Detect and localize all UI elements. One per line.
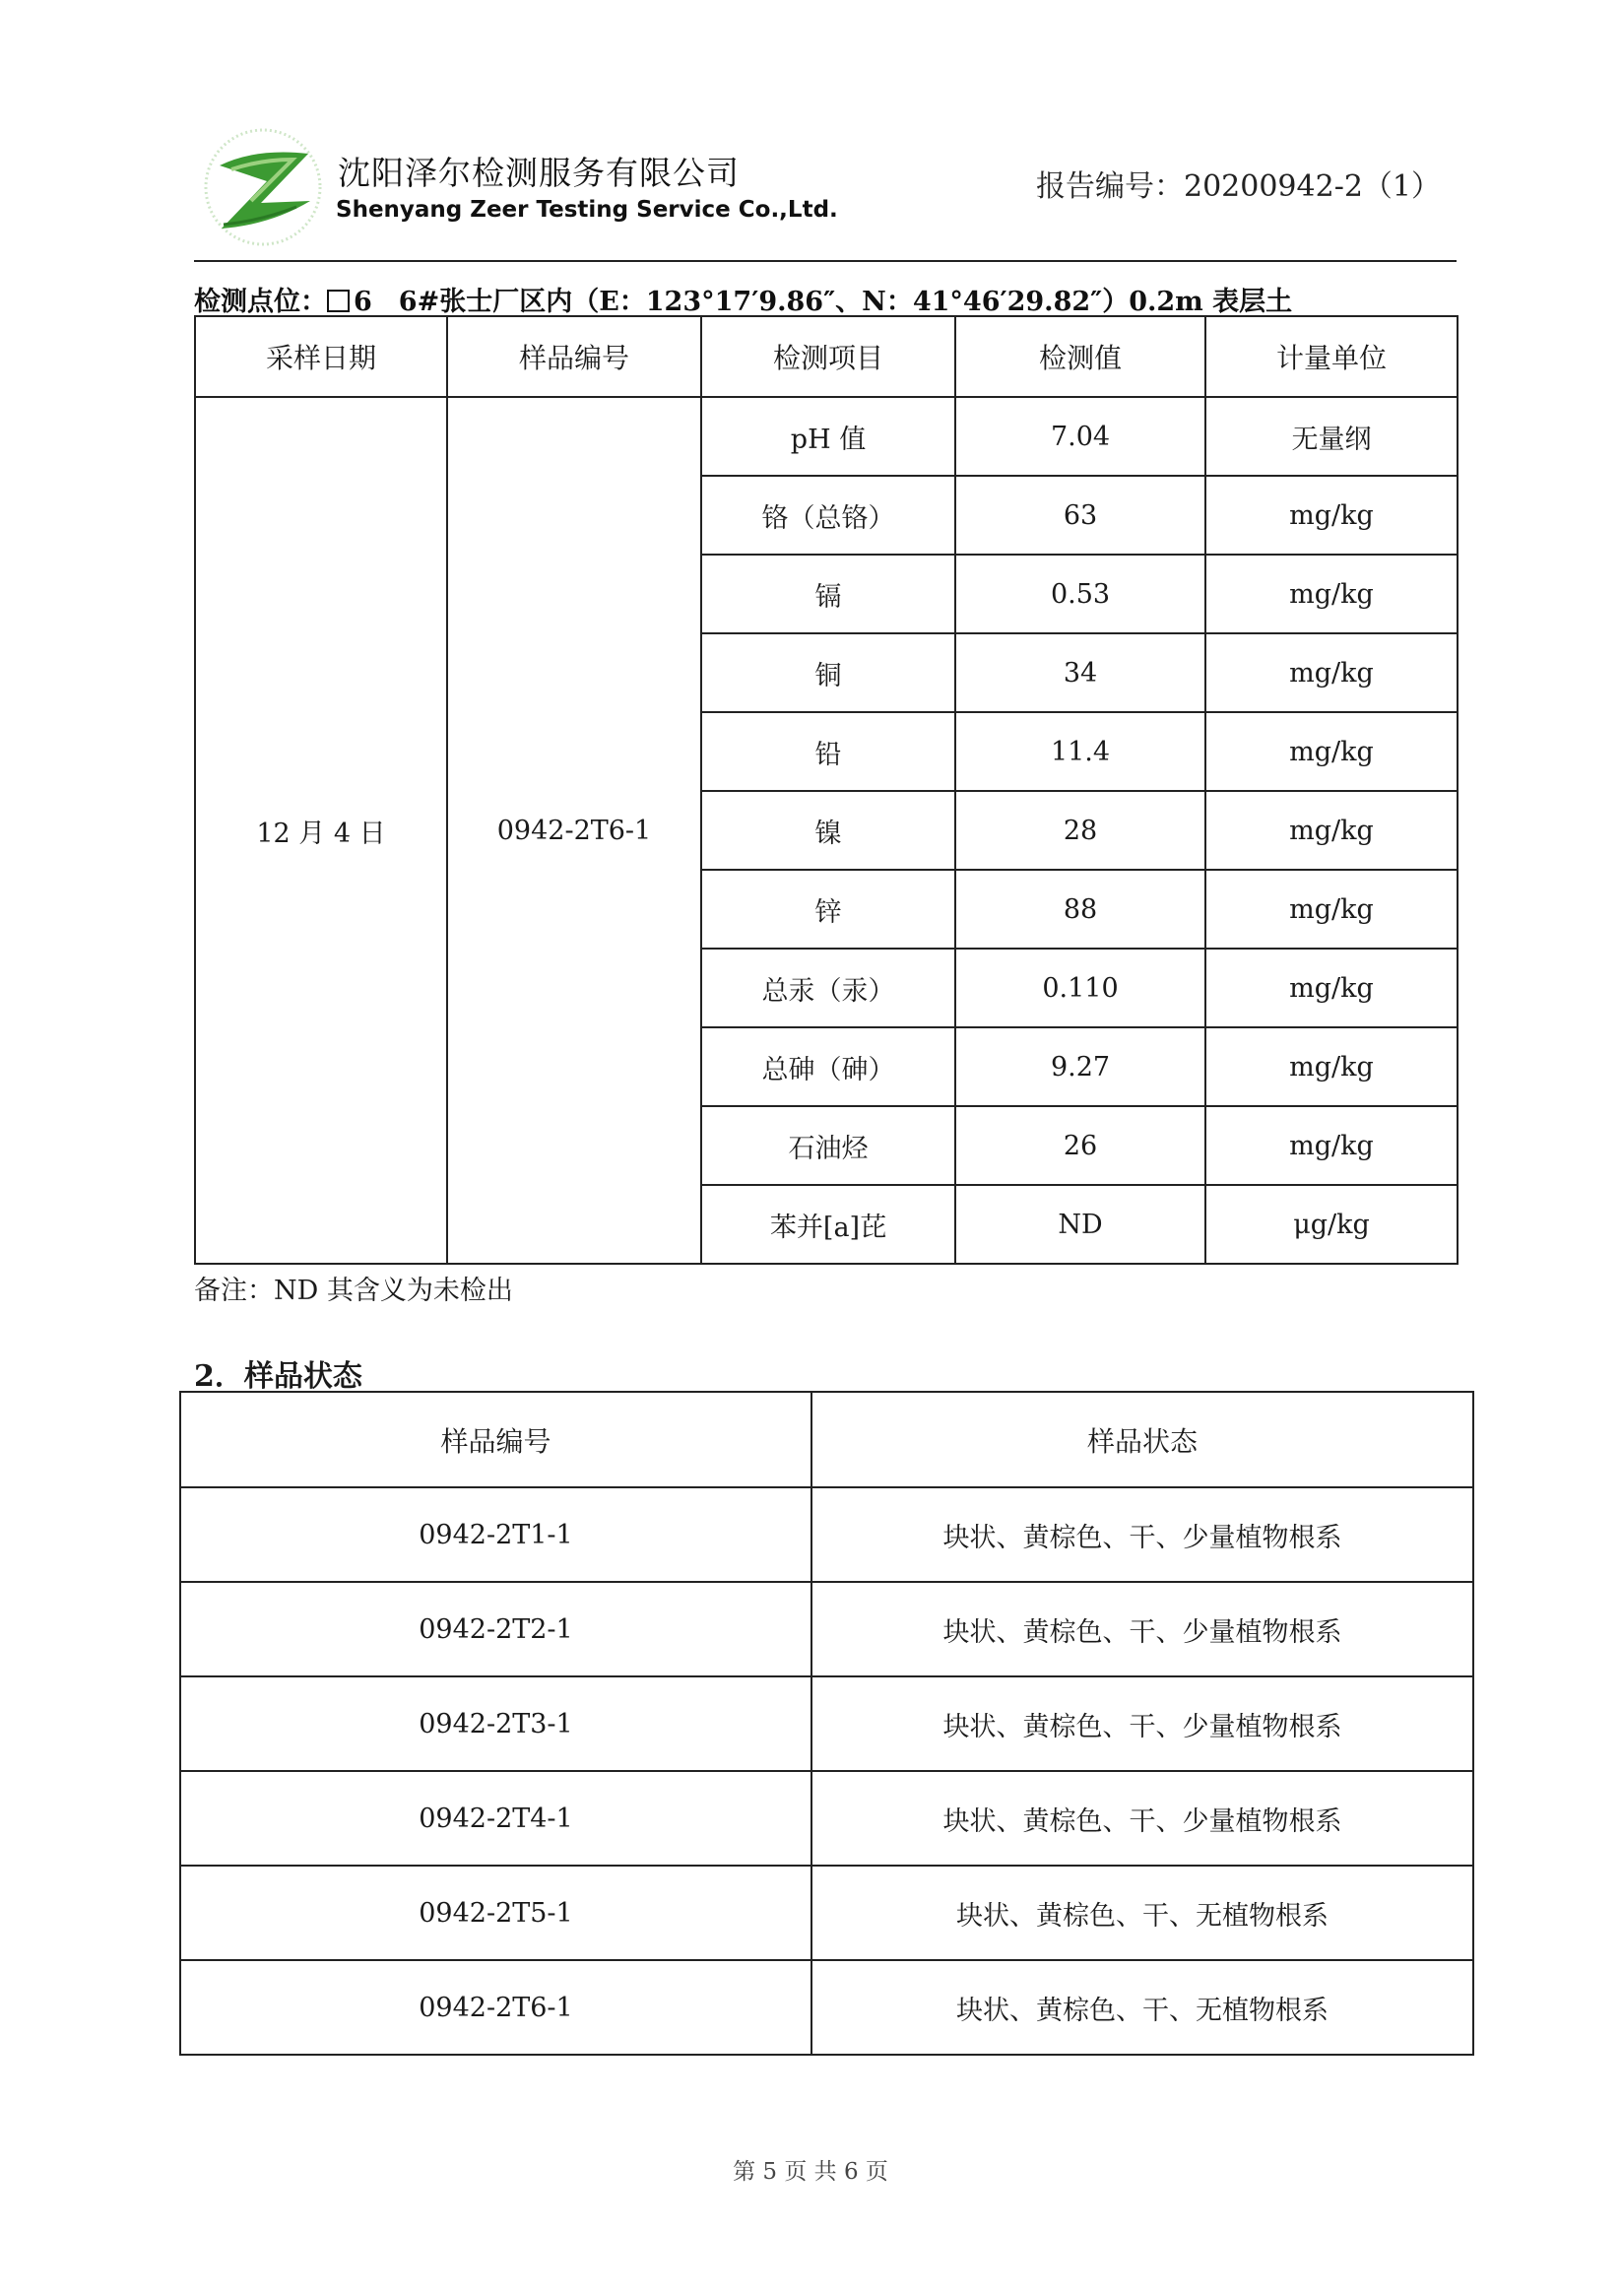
results-table	[194, 315, 1459, 1265]
sample-status: 块状、黄棕色、干、无植物根系	[811, 1960, 1473, 2055]
report-number: 报告编号：20200942-2（1）	[1036, 169, 1442, 204]
location-label: 检测点位：	[194, 287, 327, 317]
test-unit: mg/kg	[1205, 791, 1458, 870]
table-row	[180, 1866, 1473, 1960]
sample-id: 0942-2T4-1	[180, 1771, 811, 1866]
location-text: 6 6#张士厂区内（E：123°17′9.86″、N：41°46′29.82″）0.2m 表层土	[354, 287, 1293, 317]
table-note: 备注：ND 其含义为未检出	[194, 1276, 513, 1306]
test-unit: mg/kg	[1205, 476, 1458, 555]
test-value: 63	[955, 476, 1205, 555]
test-unit: μg/kg	[1205, 1185, 1458, 1264]
test-value: ND	[955, 1185, 1205, 1264]
checkbox-icon	[327, 290, 350, 312]
test-value: 11.4	[955, 712, 1205, 791]
test-item: 石油烃	[701, 1106, 955, 1185]
table-row	[180, 1487, 1473, 1582]
sample-status: 块状、黄棕色、干、少量植物根系	[811, 1487, 1473, 1582]
section-title-sample-status: 2．样品状态	[194, 1359, 362, 1394]
sample-id: 0942-2T6-1	[180, 1960, 811, 2055]
test-item: 铅	[701, 712, 955, 791]
sample-status: 块状、黄棕色、干、少量植物根系	[811, 1582, 1473, 1676]
sampling-date: 12 月 4 日	[195, 397, 447, 1264]
sample-status: 块状、黄棕色、干、少量植物根系	[811, 1771, 1473, 1866]
company-name-en: Shenyang Zeer Testing Service Co.,Ltd.	[336, 197, 838, 223]
zeer-leaf-logo-icon	[202, 126, 325, 249]
test-item: pH 值	[701, 397, 955, 476]
sampling-location	[194, 280, 1292, 318]
test-unit: mg/kg	[1205, 949, 1458, 1027]
sample-status: 块状、黄棕色、干、少量植物根系	[811, 1676, 1473, 1771]
header-test-value: 检测值	[955, 316, 1205, 397]
test-item: 镍	[701, 791, 955, 870]
table-row	[180, 1960, 1473, 2055]
test-item: 总砷（砷）	[701, 1027, 955, 1106]
header-sample-id: 样品编号	[180, 1392, 811, 1487]
sample-id: 0942-2T1-1	[180, 1487, 811, 1582]
test-value: 28	[955, 791, 1205, 870]
test-unit: mg/kg	[1205, 1027, 1458, 1106]
test-item: 镉	[701, 555, 955, 633]
header-test-item: 检测项目	[701, 316, 955, 397]
test-value: 0.110	[955, 949, 1205, 1027]
sample-id: 0942-2T3-1	[180, 1676, 811, 1771]
test-value: 88	[955, 870, 1205, 949]
sample-id: 0942-2T2-1	[180, 1582, 811, 1676]
test-unit: mg/kg	[1205, 712, 1458, 791]
sample-status: 块状、黄棕色、干、无植物根系	[811, 1866, 1473, 1960]
test-unit: mg/kg	[1205, 555, 1458, 633]
test-item: 总汞（汞）	[701, 949, 955, 1027]
test-value: 9.27	[955, 1027, 1205, 1106]
test-item: 铜	[701, 633, 955, 712]
test-item: 苯并[a]芘	[701, 1185, 955, 1264]
header-sample-status: 样品状态	[811, 1392, 1473, 1487]
header-unit: 计量单位	[1205, 316, 1458, 397]
test-value: 0.53	[955, 555, 1205, 633]
table-row	[180, 1582, 1473, 1676]
table-row	[195, 397, 1458, 476]
sample-id: 0942-2T6-1	[447, 397, 701, 1264]
sample-id: 0942-2T5-1	[180, 1866, 811, 1960]
page-footer: 第 5 页 共 6 页	[733, 2159, 888, 2185]
test-value: 7.04	[955, 397, 1205, 476]
company-name-cn: 沈阳泽尔检测服务有限公司	[338, 154, 740, 192]
header-sample-id: 样品编号	[447, 316, 701, 397]
test-value: 26	[955, 1106, 1205, 1185]
test-unit: mg/kg	[1205, 1106, 1458, 1185]
results-header-row	[195, 316, 1458, 397]
test-unit: mg/kg	[1205, 870, 1458, 949]
header-divider	[194, 260, 1457, 262]
table-row	[180, 1676, 1473, 1771]
test-item: 铬（总铬）	[701, 476, 955, 555]
test-value: 34	[955, 633, 1205, 712]
status-header-row	[180, 1392, 1473, 1487]
sample-status-table	[179, 1391, 1474, 2056]
test-unit: mg/kg	[1205, 633, 1458, 712]
test-item: 锌	[701, 870, 955, 949]
test-unit: 无量纲	[1205, 397, 1458, 476]
table-row	[180, 1771, 1473, 1866]
header-sampling-date: 采样日期	[195, 316, 447, 397]
